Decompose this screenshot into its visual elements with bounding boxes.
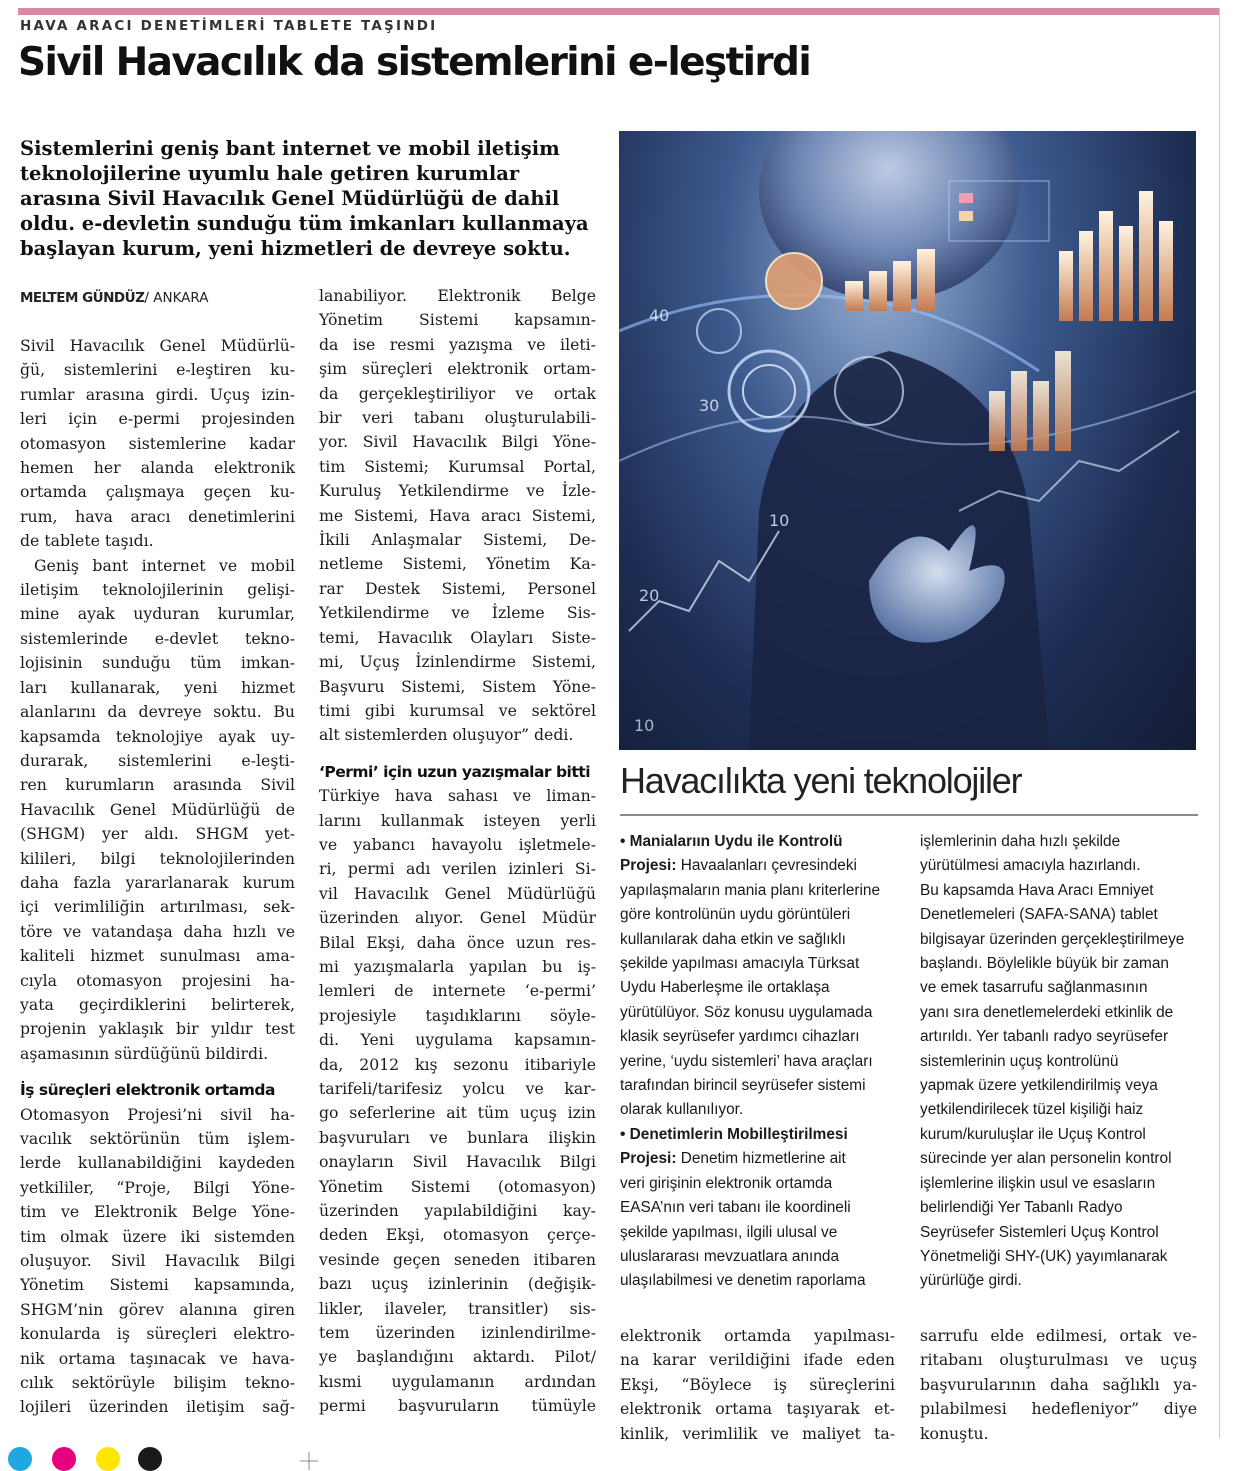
col2-para2-line: Yönetim Sistemi (otomasyon) bbox=[319, 1176, 596, 1196]
article-column-3-bottom bbox=[620, 1324, 895, 1446]
col1-para3-line: cılık sektörüyle bilişim tekno- bbox=[20, 1373, 295, 1393]
factbox-right-line: başlandı. Böylelikle büyük bir zaman bbox=[920, 955, 1169, 973]
factbox-right-line: bilgisayar üzerinden gerçekleştirilmeye bbox=[920, 930, 1185, 948]
factbox-right-line: Bu kapsamda Hava Aracı Emniyet bbox=[920, 881, 1154, 899]
item1-heading: • Manialarıın Uydu ile Kontrolü bbox=[620, 833, 843, 850]
chart-number-20: 20 bbox=[639, 586, 660, 605]
col2-para1-line: bir veri tabanı oluşturulabili- bbox=[319, 408, 596, 428]
col2-para1-line: timi gibi kurumsal ve sektörel bbox=[319, 700, 596, 720]
col1-para3-line: lerde kullanabildiğini kaydeden bbox=[20, 1153, 295, 1173]
item2-heading: • Denetimlerin Mobilleştirilmesi bbox=[620, 1125, 848, 1143]
col1-para2-line: alanlarını da devreye soktu. Bu bbox=[20, 702, 295, 722]
item1-line: göre kontrolünün uydu görüntüleri bbox=[620, 906, 851, 924]
chart-number-30: 30 bbox=[699, 396, 720, 415]
item1-line: şekilde yapılması amacıyla Türksat bbox=[620, 955, 860, 973]
lead-line: Sistemlerini geniş bant internet ve mobil iletişim bbox=[20, 137, 560, 160]
col1-para1-line: leri için e-permi projesinden bbox=[20, 409, 295, 429]
item1-line: Uydu Haberleşme ile ortaklaşa bbox=[620, 979, 830, 997]
item1-first-line: Projesi: Havaalanları çevresindeki bbox=[620, 857, 857, 875]
factbox-right-line: yürürlüğe girdi. bbox=[920, 1272, 1022, 1290]
item1-line: klasik seyrüsefer yardımcı cihazları bbox=[620, 1028, 860, 1046]
item1-line: tarafından birincil seyrüsefer sistemi bbox=[620, 1077, 866, 1095]
col2-para2-line: üzerinden yapılabildiğini kay- bbox=[319, 1201, 596, 1221]
col2-para1-line: me Sistemi, Hava aracı Sistemi, bbox=[319, 505, 596, 525]
col2-para2-line: lemleri de internete ‘e-permi’ bbox=[319, 981, 596, 1001]
kicker: HAVA ARACI DENETİMLERİ TABLETE TAŞINDI bbox=[20, 18, 438, 34]
item1-line: yapılaşmaların mania planı kriterlerine bbox=[620, 881, 881, 899]
cyan-mark bbox=[8, 1447, 32, 1471]
right-margin-rule bbox=[1219, 8, 1220, 1438]
col2-para1-line: rar Destek Sistemi, Personel bbox=[319, 578, 596, 598]
col2-para2-line: go seferlerine ait tüm uçuş izin bbox=[319, 1103, 596, 1123]
col2-para1-line: temi, Havacılık Olayları Siste- bbox=[319, 627, 596, 647]
subhead-permi: ‘Permi’ için uzun yazışmalar bitti bbox=[319, 762, 591, 781]
col1-para2-line: sistemlerinde e-devlet tekno- bbox=[20, 628, 295, 648]
col2-para2-line: vesinde geçen seneden itibaren bbox=[319, 1249, 596, 1269]
col2-para2-line: deden Ekşi, otomasyon çerçe- bbox=[319, 1225, 596, 1245]
col3-line: na karar verildiğini ifade eden bbox=[620, 1350, 895, 1370]
col2-para1-line: netleme Sistemi, Yönetim Ka- bbox=[319, 554, 596, 574]
col1-para1-line: otomasyon sistemlerine kadar bbox=[20, 433, 295, 453]
factbox-column-right bbox=[920, 830, 1200, 1294]
factbox-right-line: artırıldı. Yer tabanlı radyo seyrüsefer bbox=[920, 1028, 1169, 1046]
chart-number-10b: 10 bbox=[634, 716, 655, 735]
spacer bbox=[319, 748, 596, 760]
col4-line: pılabilmesi hedefleniyor” diye bbox=[920, 1399, 1197, 1419]
col2-para1-line: Yetkilendirme ve İzleme Sis- bbox=[319, 603, 596, 623]
col1-para2-line: töre ve vatandaşa daha hızlı ve bbox=[20, 921, 295, 941]
col1-para2-line: ları kullanarak, yeni hizmet bbox=[20, 677, 295, 697]
factbox-right-line: işlemlerinin daha hızlı şekilde bbox=[920, 833, 1121, 850]
col2-para1-line: da ise resmi yazışma ve ileti- bbox=[319, 334, 596, 354]
col1-para1-line: ğü, sistemlerini e-leştiren ku- bbox=[20, 360, 295, 380]
col1-para3-line: Yönetim Sistemi kapsamında, bbox=[20, 1275, 295, 1295]
col1-para1-line: ortamda çalışmaya geçen ku- bbox=[20, 482, 295, 502]
chart-number-10a: 10 bbox=[769, 511, 790, 530]
factbox-right-line: yapmak üzere yetkilendirilmiş veya bbox=[920, 1077, 1158, 1095]
registration-cross-icon bbox=[300, 1452, 318, 1470]
col2-para2-line: likler, ilaveler, transitler) sis- bbox=[319, 1298, 596, 1318]
factbox-right-line: sürecinde yer alan personelin kontrol bbox=[920, 1150, 1172, 1168]
factbox-right-line: yetkilendirilecek tüzel kişiliği haiz bbox=[920, 1101, 1144, 1119]
col1-para1-line: Sivil Havacılık Genel Müdürlü- bbox=[20, 336, 295, 355]
col1-para1-line: rum, hava aracı denetimlerini bbox=[20, 506, 295, 526]
col1-para1-line: hemen her alanda elektronik bbox=[20, 458, 295, 478]
magenta-mark bbox=[52, 1447, 76, 1471]
col2-para1-line: alt sistemlerden oluşuyor” dedi. bbox=[319, 725, 574, 745]
col1-para2-line: lojisinin sunduğu tüm imkan- bbox=[20, 653, 295, 673]
col1-para2-line: mine ayak uyduran kurumlar, bbox=[20, 604, 295, 624]
col2-para1-line: lanabiliyor. Elektronik Belge bbox=[319, 286, 596, 305]
factbox-divider bbox=[620, 814, 1198, 816]
factbox-right-line: yürütülmesi amacıyla hazırlandı. bbox=[920, 857, 1141, 875]
item1-line: kullanılarak daha etkin ve sağlıklı bbox=[620, 930, 846, 948]
col1-para3-line: tim ve Elektronik Belge Yöne- bbox=[20, 1202, 295, 1222]
col3-line: elektronik ortama taşıyarak et- bbox=[620, 1399, 895, 1419]
yellow-mark bbox=[96, 1447, 120, 1471]
col1-para2-line: Havacılık Genel Müdürlüğü de bbox=[20, 799, 295, 819]
tech-illustration-photo bbox=[619, 131, 1196, 750]
factbox-column-left bbox=[620, 830, 900, 1294]
col1-para3-line: yetkililer, “Proje, Bilgi Yöne- bbox=[20, 1177, 295, 1197]
author-name: MELTEM GÜNDÜZ bbox=[20, 290, 145, 306]
col1-para2-line: kilileri, bilgi teknolojilerinden bbox=[20, 848, 295, 868]
headline: Sivil Havacılık da sistemlerini e-leştirdi bbox=[18, 40, 811, 85]
article-column-4-bottom bbox=[920, 1324, 1197, 1446]
item1-line: yerine, ‘uydu sistemleri’ hava araçları bbox=[620, 1052, 873, 1070]
col2-para2-line: Türkiye hava sahası ve liman- bbox=[319, 786, 596, 806]
factbox-right-line: yanı sıra denetlemelerdeki etkinlik de bbox=[920, 1003, 1174, 1021]
col1-para2-line: projenin yaklaşık bir yıldır test bbox=[20, 1019, 295, 1039]
col2-para2-line: üzerinden alıyor. Genel Müdür bbox=[319, 908, 596, 928]
factbox-right-line: Denetlemeleri (SAFA-SANA) tablet bbox=[920, 906, 1158, 924]
top-accent-bar bbox=[18, 8, 1220, 15]
col1-para2-line: ren kurumların arasında Sivil bbox=[20, 775, 295, 795]
col2-para1-line: da gerçekleştiriliyor ve ortak bbox=[319, 383, 596, 403]
col3-line: Ekşi, “Böylece iş süreçlerini bbox=[620, 1374, 895, 1394]
col2-para1-line: Kuruluş Yetkilendirme ve İzle- bbox=[319, 481, 596, 501]
col3-line: kinlik, verimlilik ve maliyet ta- bbox=[620, 1423, 895, 1443]
col2-para2-line: da, 2012 kış sezonu itibariyle bbox=[319, 1054, 596, 1074]
col1-para1-line: rumlar arasına girdi. Uçuş izin- bbox=[20, 384, 295, 404]
col2-para2-line: tem üzerinden izinlendirilme- bbox=[319, 1323, 596, 1343]
col1-para2-line: daha fazla yararlanarak kurum bbox=[20, 872, 295, 892]
col1-para2-line: durarak, sistemlerini e-leşti- bbox=[20, 750, 295, 770]
col1-para2-line: Geniş bant internet ve mobil bbox=[34, 555, 295, 575]
col1-para3-line: vacılık sektörünün tüm işlem- bbox=[20, 1129, 295, 1148]
factbox-right-line: sistemlerinin uçuş kontrolünü bbox=[920, 1052, 1119, 1070]
lead-paragraph bbox=[20, 136, 589, 261]
col2-para2-line: permi başvuruların tümüyle bbox=[319, 1396, 596, 1416]
col1-para2-line: kaliteli hizmet sunulması ama- bbox=[20, 946, 295, 966]
factbox-title: Havacılıkta yeni teknolojiler bbox=[620, 760, 1022, 801]
lead-line: arasına Sivil Havacılık Genel Müdürlüğü de dahil bbox=[20, 187, 560, 210]
col4-line: ritabanı oluşturulması ve uçuş bbox=[920, 1350, 1197, 1370]
col2-para2-line: tarifeli/tarifesiz yolcu ve kar- bbox=[319, 1079, 596, 1098]
col2-para2-line: kısmi uygulamanın ardından bbox=[319, 1371, 596, 1391]
col2-para2-line: di. Yeni uygulama kapsamın- bbox=[319, 1030, 596, 1050]
byline-location: / ANKARA bbox=[144, 290, 209, 306]
col2-para1-line: İkili Anlaşmalar Sistemi, De- bbox=[319, 530, 596, 550]
col2-para2-line: ye başlandığını aktardı. Pilot/ bbox=[319, 1347, 596, 1367]
col1-para3-line: nik ortama taşınacak ve hava- bbox=[20, 1348, 295, 1368]
item1-line: olarak kullanılıyor. bbox=[620, 1101, 744, 1119]
factbox-right-line: belirlendiği Yer Tabanlı Radyo bbox=[920, 1199, 1123, 1217]
col2-para1-line: yor. Sivil Havacılık Bilgi Yöne- bbox=[319, 432, 596, 452]
article-column-2 bbox=[319, 284, 596, 1419]
lead-line: başlayan kurum, yeni hizmetleri de devreye soktu. bbox=[20, 237, 571, 260]
col2-para2-line: ve yabancı havayolu işletmele- bbox=[319, 834, 596, 854]
col2-para2-line: vil Havacılık Genel Müdürlüğü bbox=[319, 883, 596, 903]
col1-para2-line: yata geçirdiklerini belirterek, bbox=[20, 994, 295, 1014]
col2-para1-line: Başvuru Sistemi, Sistem Yöne- bbox=[319, 676, 596, 696]
col2-para1-line: mi, Uçuş İzinlendirme Sistemi, bbox=[319, 652, 596, 672]
col1-para3-line: tim olmak üzere iki sistemden bbox=[20, 1226, 295, 1246]
spacer bbox=[20, 1066, 295, 1078]
col2-para2-line: başvuruları ve bunlara ilişkin bbox=[319, 1127, 596, 1147]
factbox-right-line: ve emek tasarrufu sağlanmasının bbox=[920, 979, 1148, 997]
col4-line: sarrufu elde edilmesi, ortak ve- bbox=[920, 1326, 1197, 1345]
col4-line: başvurularının daha sağlıklı ya- bbox=[920, 1374, 1197, 1394]
col2-para2-line: ri, permi adı verilen izinleri Si- bbox=[319, 859, 596, 879]
item2-line: veri girişinin elektronik ortamda bbox=[620, 1174, 833, 1192]
item2-first-line: Projesi: Denetim hizmetlerine ait bbox=[620, 1150, 846, 1168]
col2-para2-line: projesiyle taşıdıklarını söyle- bbox=[319, 1005, 596, 1025]
col3-line: elektronik ortamda yapılması- bbox=[620, 1326, 895, 1345]
col2-para2-line: bazı uçuş izinlerinin (değişik- bbox=[319, 1274, 596, 1294]
article-column-1 bbox=[20, 334, 295, 1420]
black-mark bbox=[138, 1447, 162, 1471]
lead-line: teknolojilerine uyumlu hale getiren kurumlar bbox=[20, 162, 520, 185]
col1-para2-line: cıyla otomasyon projesini ha- bbox=[20, 970, 295, 990]
item1-line: yürütülüyor. Söz konusu uygulamada bbox=[620, 1003, 873, 1021]
col2-para2-line: onayların Sivil Havacılık Bilgi bbox=[319, 1152, 596, 1172]
item2-line: EASA’nın veri tabanı ile koordineli bbox=[620, 1199, 851, 1217]
factbox-right-line: Yönetmeliği SHY-(UK) yayımlanarak bbox=[920, 1247, 1168, 1265]
col1-para2-line: kapsamda teknolojiye ayak uy- bbox=[20, 726, 295, 746]
photo-artwork bbox=[619, 131, 1196, 750]
col2-para2-line: Bilal Ekşi, daha önce uzun res- bbox=[319, 932, 596, 952]
item2-line: şekilde yapılması, ilgili ulusal ve bbox=[620, 1223, 838, 1241]
factbox-right-line: işlemlerine ilişkin usul ve esasların bbox=[920, 1174, 1156, 1192]
subhead-is-surecleri: İş süreçleri elektronik ortamda bbox=[20, 1081, 275, 1100]
col1-para2-line: (SHGM) yer aldı. SHGM yet- bbox=[20, 824, 295, 844]
col1-para3-line: Otomasyon Projesi’ni sivil ha- bbox=[20, 1104, 295, 1124]
col1-para3-line: oluşuyor. Sivil Havacılık Bilgi bbox=[20, 1251, 295, 1271]
lead-line: oldu. e-devletin sunduğu tüm imkanları kullanmaya bbox=[20, 212, 589, 235]
byline bbox=[20, 290, 208, 306]
col4-line: konuştu. bbox=[920, 1423, 989, 1443]
col1-para2-line: içi verimliliğin artırılması, sek- bbox=[20, 897, 295, 917]
col1-para3-line: konularda iş süreçleri elektro- bbox=[20, 1324, 295, 1344]
item2-line: ulaşılabilmesi ve denetim raporlama bbox=[620, 1272, 866, 1290]
col2-para1-line: tim Sistemi; Kurumsal Portal, bbox=[319, 456, 596, 476]
factbox-right-line: Seyrüsefer Sistemleri Uçuş Kontrol bbox=[920, 1223, 1159, 1241]
col2-para1-line: Yönetim Sistemi kapsamın- bbox=[319, 310, 596, 330]
col2-para2-line: mi yazışmalarla yapılan bu iş- bbox=[319, 956, 596, 976]
chart-number-40: 40 bbox=[649, 306, 670, 325]
factbox-right-line: kurum/kuruluşlar ile Uçuş Kontrol bbox=[920, 1125, 1146, 1143]
col1-para2-line: iletişim teknolojilerinin gelişi- bbox=[20, 580, 295, 600]
col1-para2-line: aşamasının sürdüğünü bildirdi. bbox=[20, 1043, 269, 1063]
col1-para3-line: SHGM’nin görev alanına giren bbox=[20, 1299, 295, 1319]
col2-para2-line: larını kullanmak isteyen yerli bbox=[319, 810, 596, 830]
col2-para1-line: şim süreçleri elektronik ortam- bbox=[319, 359, 596, 379]
col1-para1-line: de tablete taşıdı. bbox=[20, 531, 154, 551]
item2-line: uluslararası mevzuatlara anında bbox=[620, 1247, 840, 1265]
col1-para3-line: lojileri üzerinden iletişim sağ- bbox=[20, 1397, 295, 1417]
